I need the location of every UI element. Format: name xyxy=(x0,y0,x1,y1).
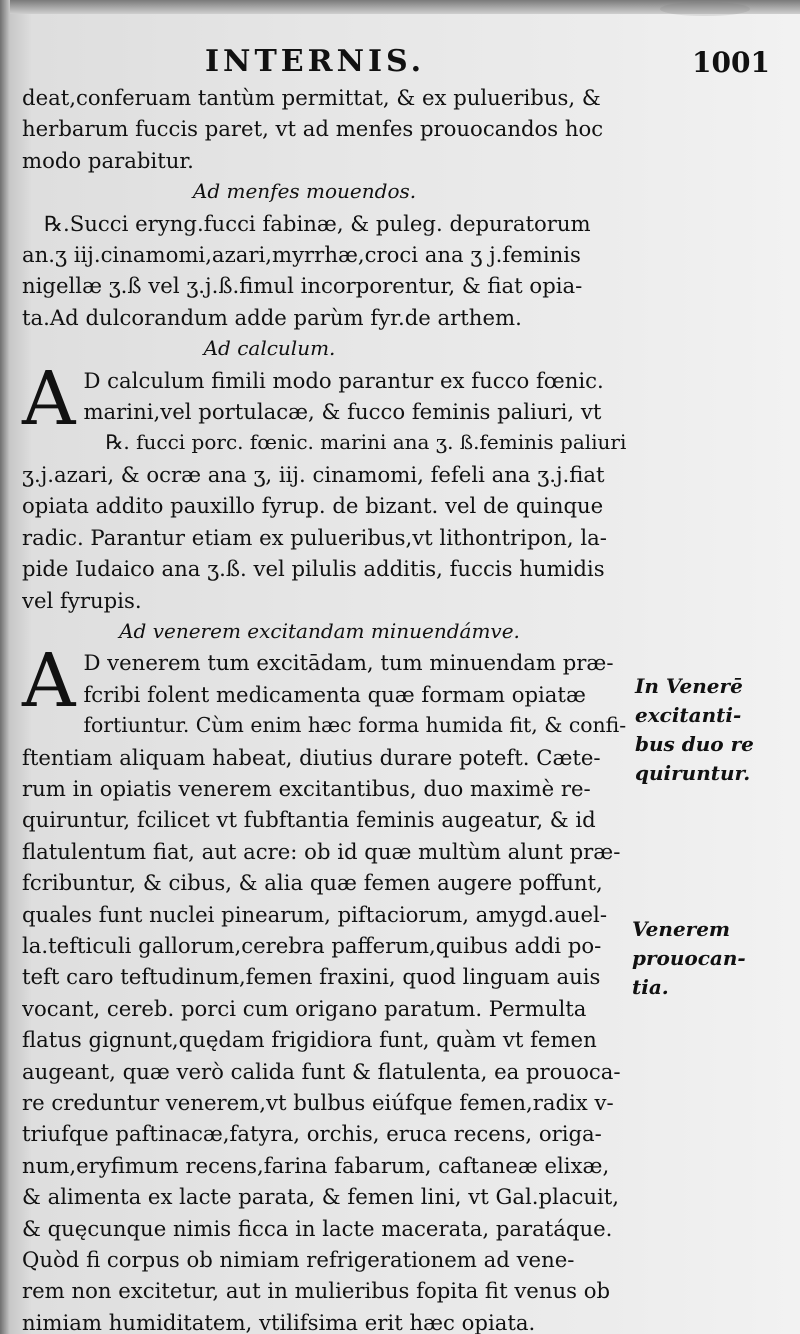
text-line: marini,vel portulacæ, & fucco feminis paliuri, vt xyxy=(83,399,602,425)
paragraph-venus xyxy=(22,638,627,1334)
text-line: modo parabitur. xyxy=(22,147,194,173)
drop-capital: A xyxy=(22,638,76,725)
text-line: nimiam humiditatem, vtilifsima erit hæc opiata. xyxy=(22,1309,536,1334)
text-line: nigellæ ʒ.ß vel ʒ.j.ß.fimul incorporentur, & fiat opia- xyxy=(22,273,583,299)
page-number: 1001 xyxy=(692,46,770,79)
text-line: re creduntur venerem,vt bulbus eiúfque femen,radix v- xyxy=(22,1090,614,1115)
text-line: la.tefticuli gallorum,cerebra pafferum,quibus addi po- xyxy=(22,932,602,958)
marginal-line: prouocan- xyxy=(632,946,746,970)
marginal-note-venerem-prouocantia xyxy=(632,915,746,1002)
text-line: deat,conferuam tantùm permittat, & ex pulueribus, & xyxy=(22,85,601,110)
text-line: ℞.Succi eryng.fucci fabinæ, & puleg. depuratorum xyxy=(44,210,591,236)
section-heading-calculum: Ad calculum. xyxy=(203,336,336,361)
text-line: rem non excitetur, aut in mulieribus fopita fit venus ob xyxy=(22,1278,611,1304)
text-line: opiata addito pauxillo fyrup. de bizant. vel de quinque xyxy=(22,493,604,519)
text-line: quiruntur, fcilicet vt fubftantia feminis augeatur, & id xyxy=(22,807,596,833)
text-line: & quęcunque nimis ficca in lacte macerata, paratáque. xyxy=(22,1215,613,1241)
text-line: teft caro teftudinum,femen fraxini, quod linguam auis xyxy=(22,964,601,990)
text-line: fortiuntur. Cùm enim hæc forma humida fit, & confi- xyxy=(83,713,627,738)
text-line: triufque paftinacæ,fatyra, orchis, eruca recens, origa- xyxy=(22,1121,602,1147)
marginal-line: excitanti- xyxy=(635,703,742,727)
text-line: radic. Parantur etiam ex pulueribus,vt lithontripon, la- xyxy=(22,524,607,550)
text-line: vocant, cereb. porci cum origano paratum. Permulta xyxy=(22,995,587,1021)
running-title: INTERNIS. xyxy=(205,44,426,79)
text-line: D venerem tum excitādam, tum minuendam præ- xyxy=(83,650,614,676)
marginal-line: quiruntur. xyxy=(635,761,751,785)
marginal-line: bus duo re xyxy=(635,732,754,756)
text-line: an.ʒ iij.cinamomi,azari,myrrhæ,croci ana ʒ j.feminis xyxy=(22,242,581,268)
text-line: flatus gignunt,quędam frigidiora funt, quàm vt femen xyxy=(22,1027,597,1053)
text-line: pide Iudaico ana ʒ.ß. vel pilulis additis, fuccis humidis xyxy=(22,556,605,582)
ink-blot xyxy=(660,2,750,16)
text-line: ta.Ad dulcorandum adde parùm fyr.de arthem. xyxy=(22,304,522,330)
text-line: ʒ.j.azari, & ocræ ana ʒ, iij. cinamomi, fefeli ana ʒ.j.fiat xyxy=(22,461,605,487)
marginal-note-venus-excitanda xyxy=(635,672,754,788)
text-line: flatulentum fiat, aut acre: ob id quæ multùm alunt præ- xyxy=(22,838,621,864)
text-line: vel fyrupis. xyxy=(22,587,142,613)
marginal-line: In Venerē xyxy=(635,674,743,698)
text-line: & alimenta ex lacte parata, & femen lini, vt Gal.placuit, xyxy=(22,1184,620,1210)
text-line: num,eryfimum recens,farina fabarum, caftaneæ elixæ, xyxy=(22,1152,610,1178)
text-line: Quòd fi corpus ob nimiam refrigerationem ad vene- xyxy=(22,1247,575,1273)
marginal-line: Venerem xyxy=(632,917,731,941)
paragraph-calculum xyxy=(22,355,627,616)
text-line: D calculum fimili modo parantur ex fucco fœnic. xyxy=(83,367,604,393)
text-line: quales funt nuclei pinearum, piftaciorum, amygd.auel- xyxy=(22,901,607,927)
text-line: fcribuntur, & cibus, & alia quæ femen augere poffunt, xyxy=(22,870,603,896)
text-line: ℞. fucci porc. fœnic. marini ana ʒ. ß.feminis paliuri xyxy=(105,430,627,455)
marginal-line: tia. xyxy=(632,975,669,999)
main-text-block xyxy=(22,82,627,1334)
section-heading-menses: Ad menfes mouendos. xyxy=(192,179,417,204)
text-line: augeant, quæ verò calida funt & flatulenta, ea prouoca- xyxy=(22,1058,621,1084)
drop-capital: A xyxy=(22,355,76,442)
text-line: herbarum fuccis paret, vt ad menfes prouocandos hoc xyxy=(22,116,604,142)
section-heading-venus: Ad venerem excitandam minuendámve. xyxy=(119,618,520,643)
text-line: rum in opiatis venerem excitantibus, duo maximè re- xyxy=(22,775,591,801)
scan-gutter-shadow xyxy=(0,0,10,1334)
text-line: fcribi folent medicamenta quæ formam opiatæ xyxy=(83,681,586,707)
text-line: ftentiam aliquam habeat, diutius durare poteft. Cæte- xyxy=(22,744,601,770)
